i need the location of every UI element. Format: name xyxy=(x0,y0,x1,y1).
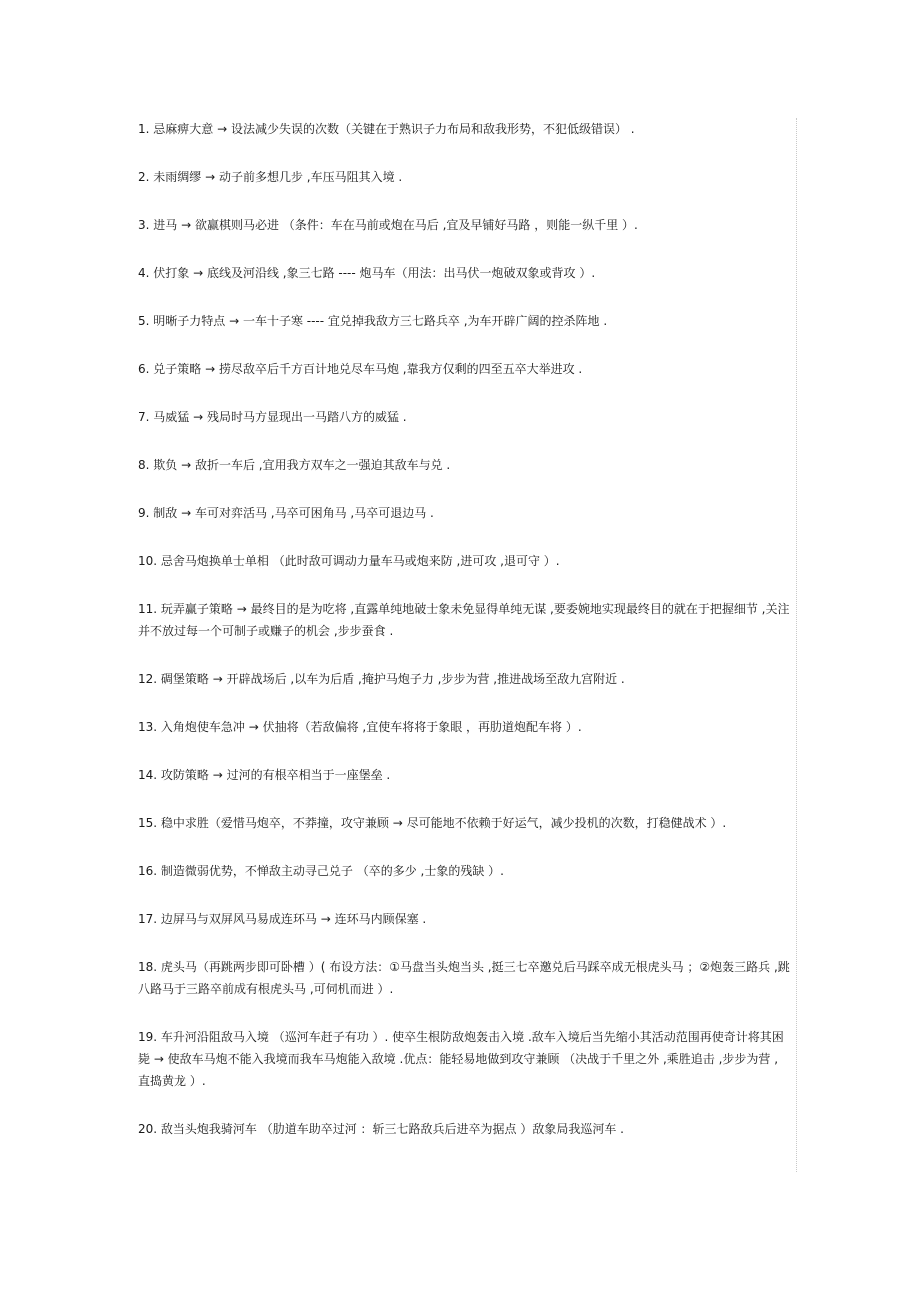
list-item: 7. 马威猛 → 残局时马方显现出一马踏八方的威猛 . xyxy=(138,410,407,424)
list-item: 13. 入角炮使车急冲 → 伏抽将（若敌偏将 ,宜使车将将于象眼 ，再肋道炮配车将 ）. xyxy=(138,720,582,734)
list-item: 9. 制敌 → 车可对弈活马 ,马卒可困角马 ,马卒可退边马 . xyxy=(138,506,434,520)
list-item: 19. 车升河沿阻敌马入境 （巡河车赶子有功 ）. 使卒生根防敌炮轰击入境 .敌车入境后当先缩小其活动范围再使奇计将其困毙 → 使敌车马炮不能入我境而我车马炮能入敌境 .优点：能轻易地做到攻守兼顾 （决战于千里之外 ,乘胜追击 ,步步为营 ,直捣黄龙 ）. xyxy=(138,1030,784,1088)
list-item: 5. 明晰子力特点 → 一车十子寒 ---- 宜兑掉我敌方三七路兵卒 ,为车开辟广阔的控杀阵地 . xyxy=(138,314,608,328)
list-item: 18. 虎头马（再跳两步即可卧槽 ）( 布设方法：①马盘当头炮当头 ,挺三七卒邀兑后马踩卒成无根虎头马 ；②炮轰三路兵 ,跳八路马于三路卒前成有根虎头马 ,可伺机而进 ）. xyxy=(138,960,790,996)
list-item: 6. 兑子策略 → 捞尽敌卒后千方百计地兑尽车马炮 ,靠我方仅剩的四至五卒大举进攻 . xyxy=(138,362,583,376)
page-margin-rule xyxy=(796,118,797,1172)
list-item: 20. 敌当头炮我骑河车 （肋道车助卒过河 ：斩三七路敌兵后进卒为据点 ）敌象局我巡河车 . xyxy=(138,1122,624,1136)
list-item: 11. 玩弄赢子策略 → 最终目的是为吃将 ,直露单纯地破士象未免显得单纯无谋 ,要委婉地实现最终目的就在于把握细节 ,关注并不放过每一个可制子或赚子的机会 ,步步蚕食 . xyxy=(138,602,790,638)
list-item: 15. 稳中求胜（爱惜马炮卒，不莽撞，攻守兼顾 → 尽可能地不依赖于好运气，减少投机的次数，打稳健战术 ）. xyxy=(138,816,727,830)
list-item: 2. 未雨绸缪 → 动子前多想几步 ,车压马阻其入境 . xyxy=(138,170,403,184)
list-item: 8. 欺负 → 敌折一车后 ,宜用我方双车之一强迫其敌车与兑 . xyxy=(138,458,451,472)
list-item: 3. 进马 → 欲赢棋则马必进 （条件：车在马前或炮在马后 ,宜及早铺好马路 ，则能一纵千里 ）. xyxy=(138,218,638,232)
list-item: 10. 忌舍马炮换单士单相 （此时敌可调动力量车马或炮来防 ,进可攻 ,退可守 ）. xyxy=(138,554,560,568)
list-item: 4. 伏打象 → 底线及河沿线 ,象三七路 ---- 炮马车（用法：出马伏一炮破双象或背攻 ）. xyxy=(138,266,596,280)
strategy-list xyxy=(138,118,790,1166)
list-item: 17. 边屏马与双屏风马易成连环马 → 连环马内顾保塞 . xyxy=(138,912,427,926)
list-item: 12. 碉堡策略 → 开辟战场后 ,以车为后盾 ,掩护马炮子力 ,步步为营 ,推进战场至敌九宫附近 . xyxy=(138,672,625,686)
list-item: 1. 忌麻痹大意 → 设法减少失误的次数（关键在于熟识子力布局和敌我形势，不犯低级错误） . xyxy=(138,122,635,136)
list-item: 16. 制造微弱优势，不惮敌主动寻己兑子 （卒的多少 ,士象的残缺 ）. xyxy=(138,864,504,878)
list-item: 14. 攻防策略 → 过河的有根卒相当于一座堡垒 . xyxy=(138,768,391,782)
